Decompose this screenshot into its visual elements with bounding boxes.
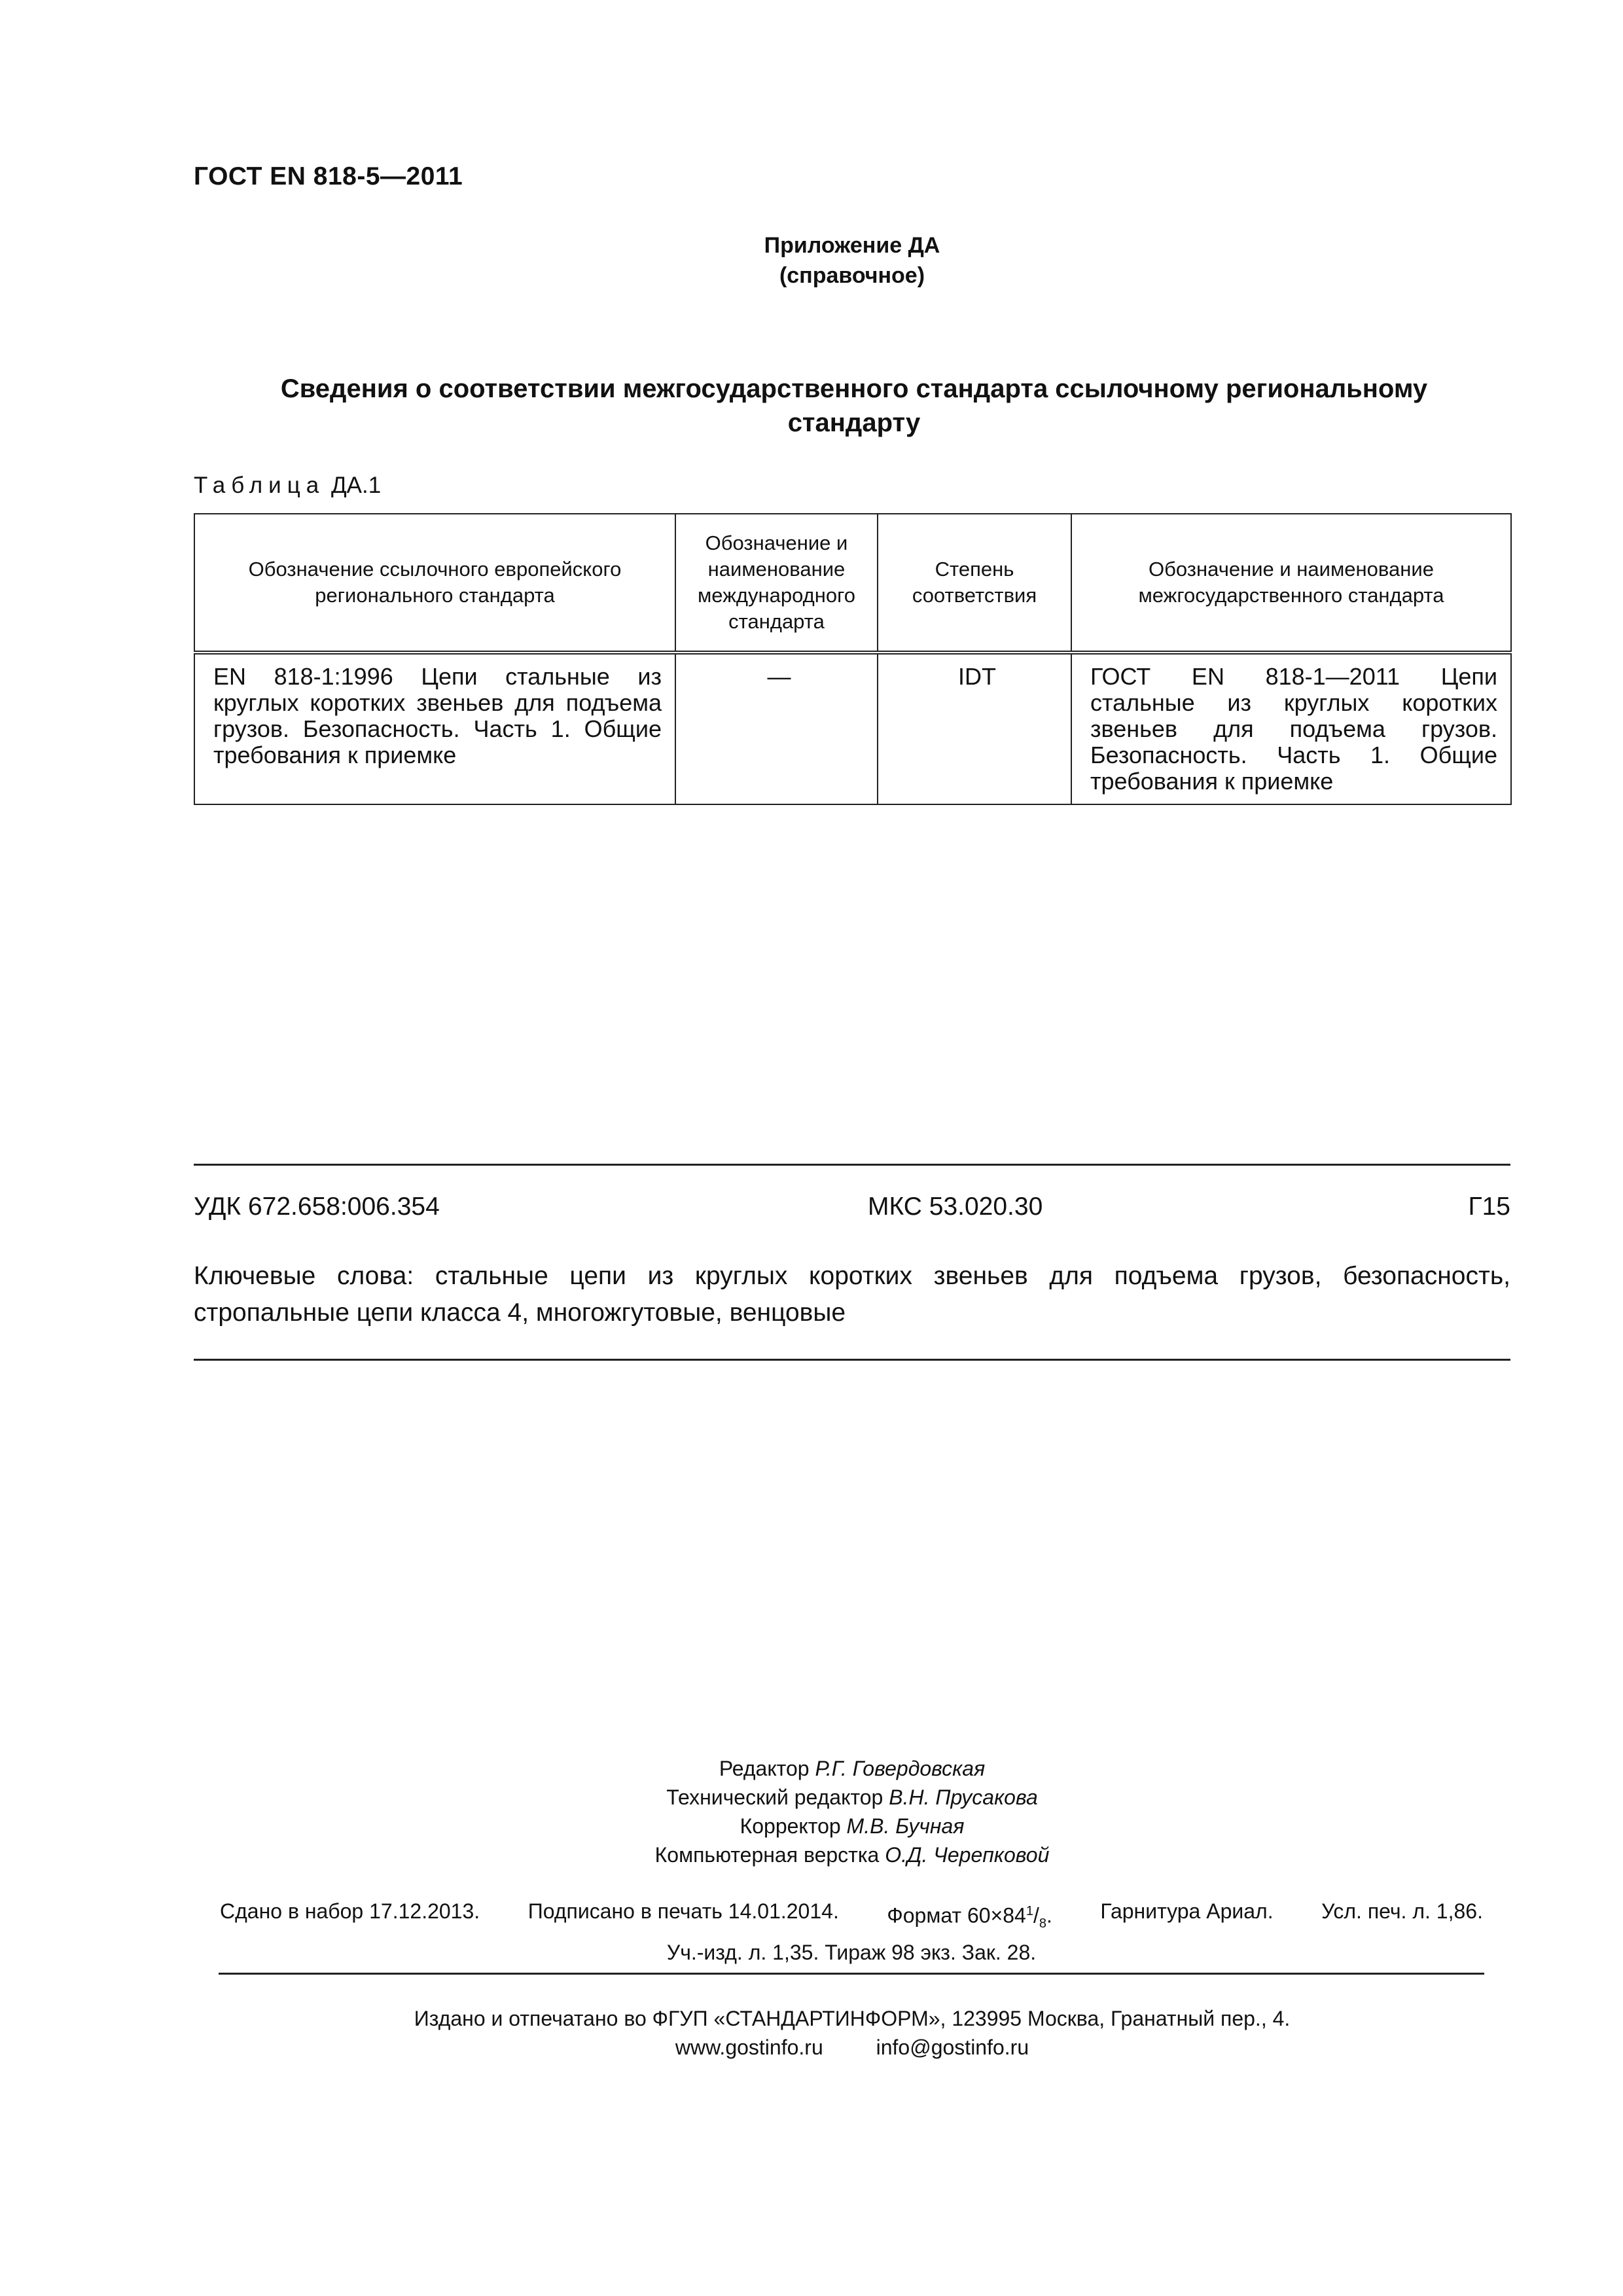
table-header-row xyxy=(194,514,1511,653)
classification-code: Г15 xyxy=(1468,1193,1510,1221)
submitted-date: Сдано в набор 17.12.2013. xyxy=(220,1899,480,1923)
print-info-row-1 xyxy=(220,1897,1483,1938)
appendix-title: Приложение ДА xyxy=(764,233,940,258)
circulation: Тираж 98 экз. xyxy=(825,1941,956,1965)
cell-international-standard: — xyxy=(675,653,878,804)
mks-code: МКС 53.020.30 xyxy=(868,1193,1043,1221)
staff-editor: Редактор Р.Г. Говердовская xyxy=(719,1757,986,1780)
table-caption xyxy=(194,473,381,499)
signed-date: Подписано в печать 14.01.2014. xyxy=(527,1899,839,1923)
staff-technical-editor: Технический редактор В.Н. Прусакова xyxy=(666,1785,1038,1809)
udk-code: УДК 672.658:006.354 xyxy=(194,1193,440,1221)
table-row xyxy=(194,653,1511,804)
section-title-line-1: Сведения о соответствии межгосударственного стандарта ссылочному региональному xyxy=(280,374,1428,403)
publisher-contacts xyxy=(0,2033,1623,2062)
cell-european-standard: EN 818-1:1996 Цепи стальные из круглых коротких звеньев для подъема грузов. Безопасность. Часть 1. Общие требования к приемке xyxy=(194,653,675,804)
table-caption-word: Таблица xyxy=(194,473,325,498)
divider-top xyxy=(194,1164,1510,1166)
print-info xyxy=(220,1897,1483,1967)
divider-keywords xyxy=(194,1359,1510,1361)
cell-interstate-standard: ГОСТ EN 818-1—2011 Цепи стальные из круглых коротких звеньев для подъема грузов. Безопасность. Часть 1. Общие требования к приемке xyxy=(1071,653,1511,804)
document-code: ГОСТ EN 818-5—2011 xyxy=(194,162,463,190)
divider-publisher xyxy=(219,1973,1484,1975)
publisher-website-link[interactable]: www.gostinfo.ru xyxy=(675,2036,823,2059)
staff-layout: Компьютерная верстка О.Д. Черепковой xyxy=(654,1843,1050,1867)
staff-proofreader: Корректор М.В. Бучная xyxy=(740,1814,965,1838)
paper-format: Формат $60\times 84^1/_8$. xyxy=(887,1903,1052,1931)
publisher-email-link[interactable]: info@gostinfo.ru xyxy=(876,2036,1029,2059)
appendix-heading xyxy=(0,230,1623,291)
appendix-subtitle: (справочное) xyxy=(779,263,925,288)
table-caption-id: ДА.1 xyxy=(330,473,382,498)
header-degree-of-correspondence: Степень соответствия xyxy=(878,514,1071,653)
typeface: Гарнитура Ариал. xyxy=(1100,1899,1274,1923)
keywords: Ключевые слова: стальные цепи из круглых коротких звеньев для подъема грузов, безопасность, стропальные цепи класса 4, многожгутовые, венцовые xyxy=(194,1262,1510,1327)
staff-list xyxy=(0,1754,1623,1869)
publisher-line: Издано и отпечатано во ФГУП «СТАНДАРТИНФОРМ», 123995 Москва, Гранатный пер., 4. xyxy=(414,2007,1291,2030)
section-title-line-2: стандарту xyxy=(787,408,921,437)
order-number: Зак. 28. xyxy=(961,1941,1037,1965)
section-title xyxy=(194,372,1514,440)
correspondence-table xyxy=(194,513,1512,805)
header-european-standard: Обозначение ссылочного европейского регионального стандарта xyxy=(194,514,675,653)
cell-degree: IDT xyxy=(878,653,1071,804)
print-info-row-2 xyxy=(220,1938,1483,1967)
publication-sheets: Уч.-изд. л. 1,35. xyxy=(666,1941,819,1965)
publisher-info xyxy=(0,2004,1623,2062)
print-sheets: Усл. печ. л. 1,86. xyxy=(1321,1899,1483,1923)
header-interstate-standard: Обозначение и наименование межгосударственного стандарта xyxy=(1071,514,1511,653)
header-international-standard: Обозначение и наименование международного стандарта xyxy=(675,514,878,653)
